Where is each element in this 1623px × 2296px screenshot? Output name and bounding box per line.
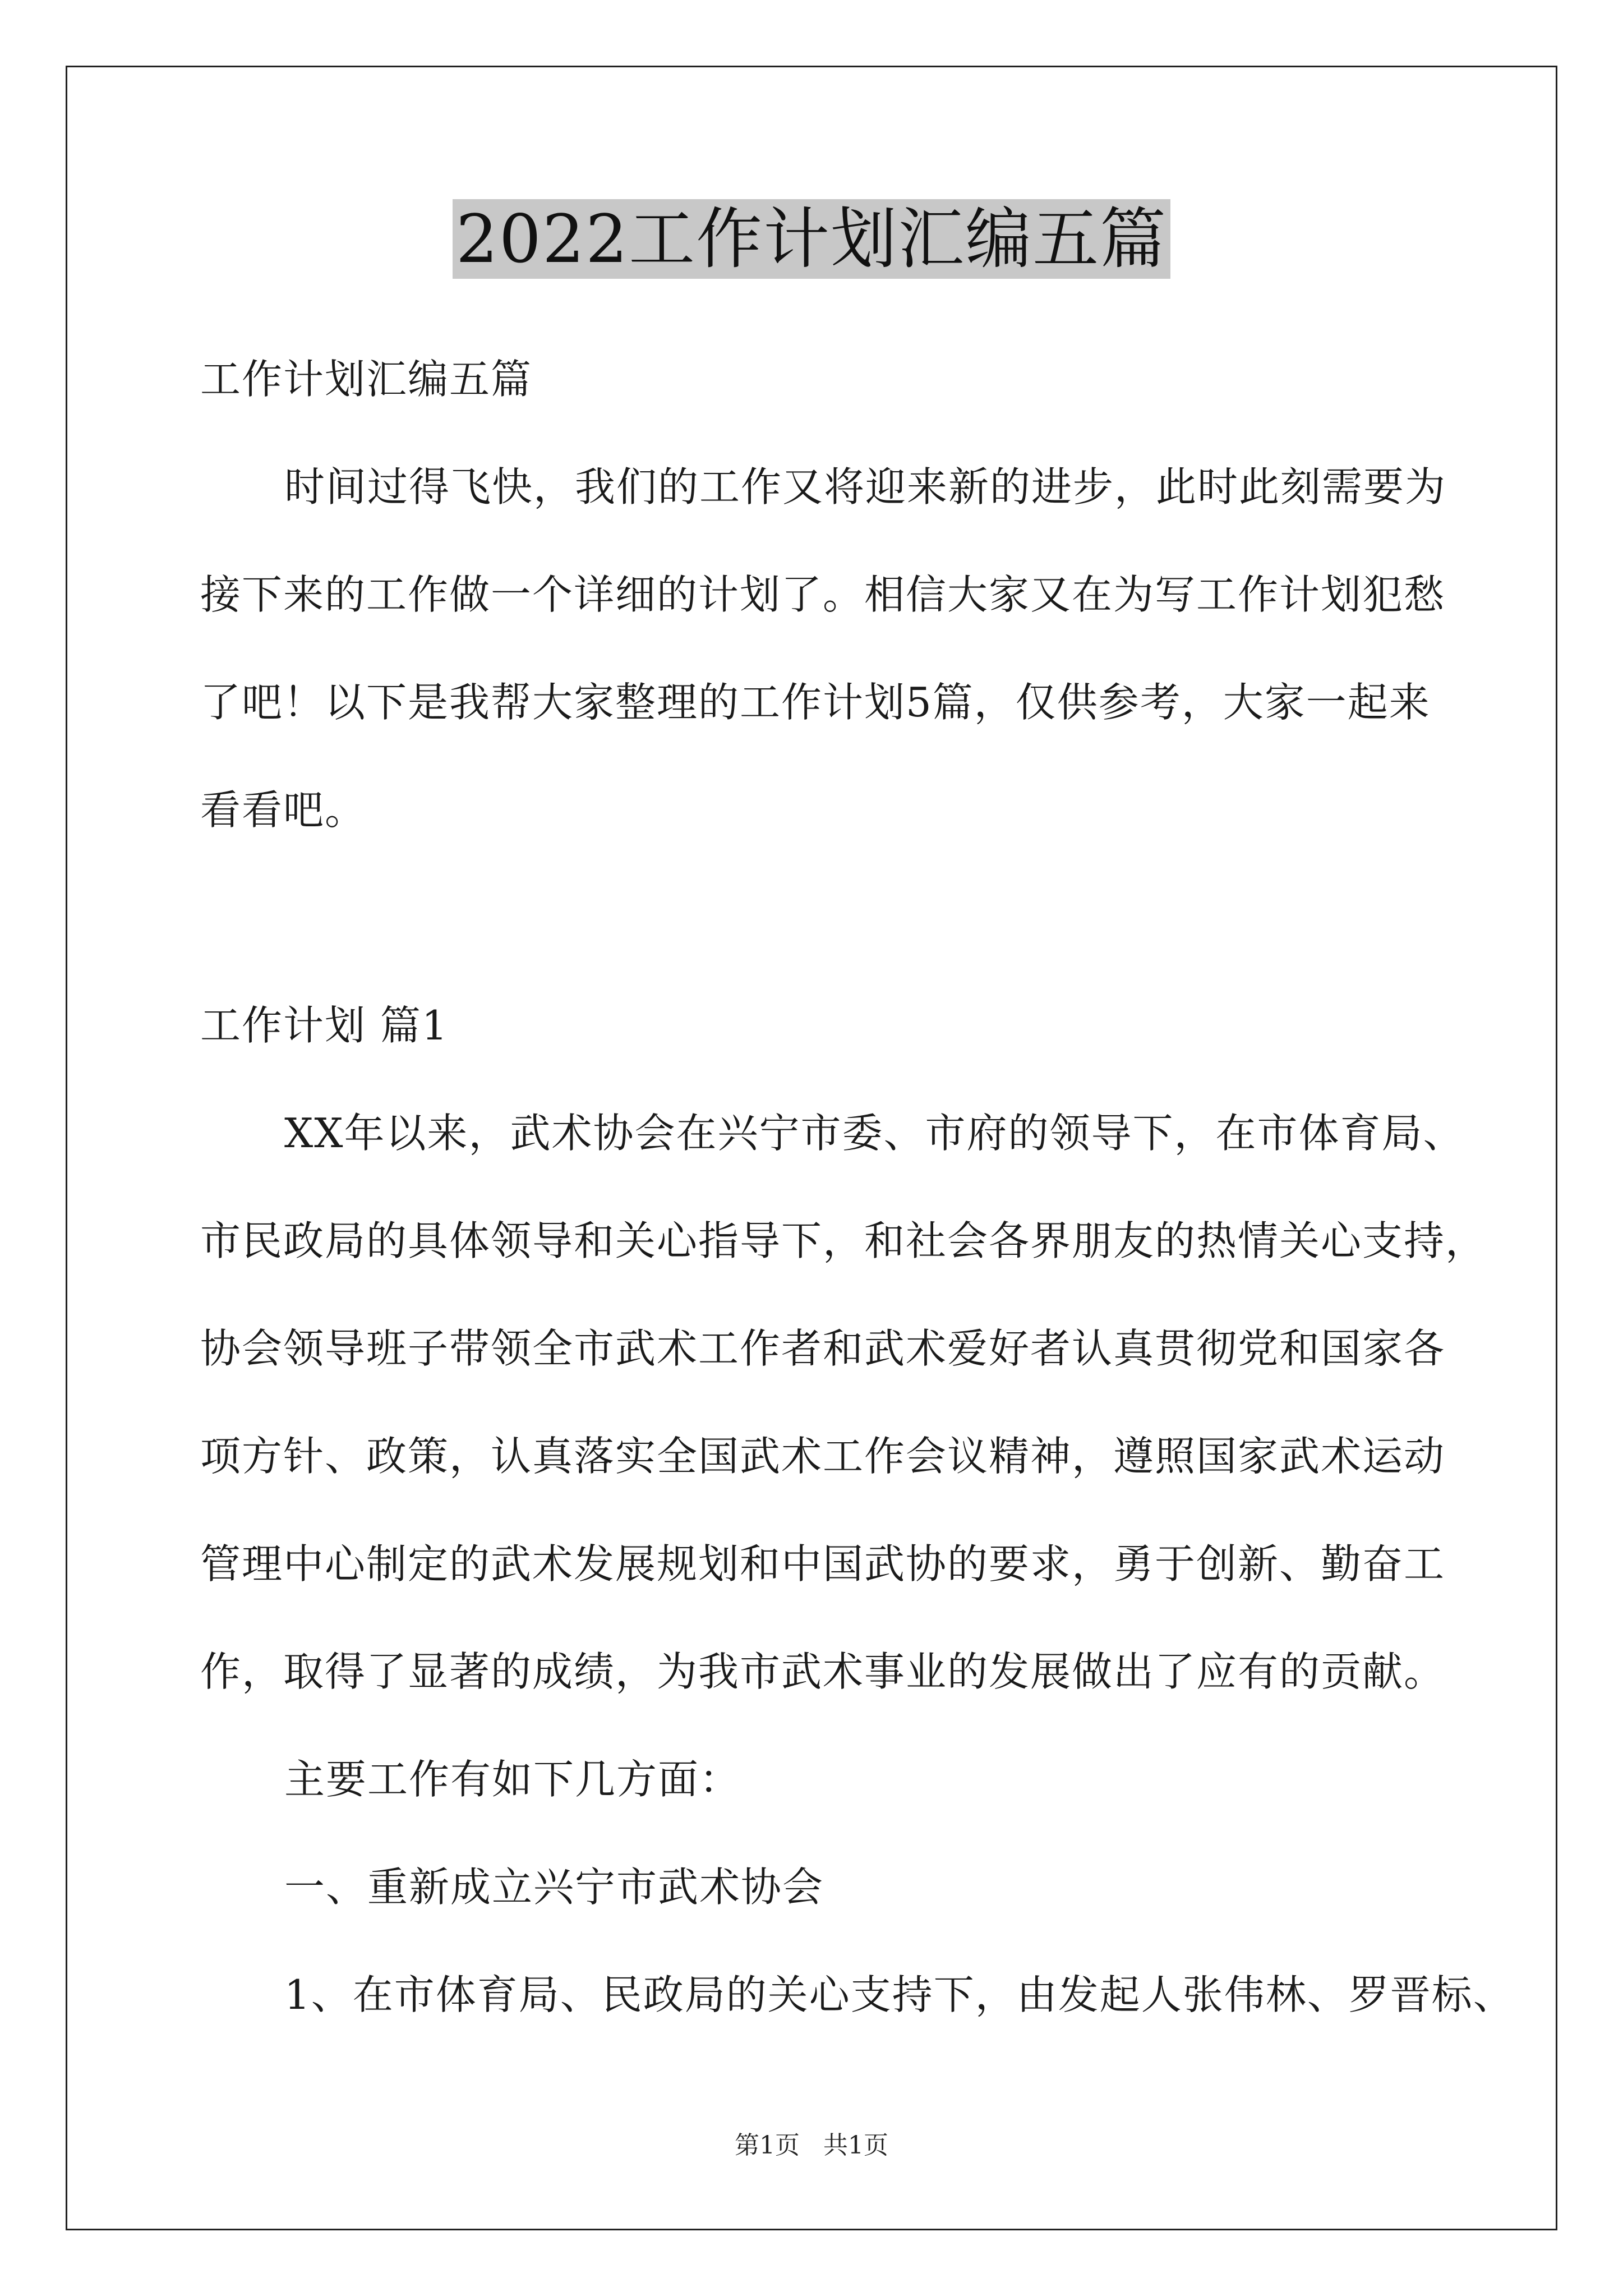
item-one-line: 1、在市体育局、民政局的关心支持下，由发起人张伟林、罗晋标、	[284, 1971, 1515, 2018]
page-footer	[0, 2125, 1623, 2161]
section-heading: 工作计划 篇1	[200, 1002, 449, 1049]
section-line: XX年以来，武术协会在兴宁市委、市府的领导下，在市体育局、	[284, 1110, 1465, 1157]
section-line: 协会领导班子带领全市武术工作者和武术爱好者认真贯彻党和国家各	[200, 1325, 1446, 1372]
subtitle: 工作计划汇编五篇	[200, 356, 533, 403]
page-number: 第1页	[735, 2131, 800, 2160]
intro-line: 接下来的工作做一个详细的计划了。相信大家又在为写工作计划犯愁	[200, 571, 1446, 618]
page-total: 共1页	[823, 2131, 888, 2160]
intro-line: 时间过得飞快，我们的工作又将迎来新的进步，此时此刻需要为	[284, 463, 1447, 510]
main-work-line: 主要工作有如下几方面：	[284, 1756, 741, 1803]
intro-line: 看看吧。	[200, 786, 367, 834]
intro-line: 了吧！以下是我帮大家整理的工作计划5篇，仅供参考，大家一起来	[200, 679, 1431, 726]
section-line: 项方针、政策，认真落实全国武术工作会议精神，遵照国家武术运动	[200, 1433, 1446, 1480]
section-line: 管理中心制定的武术发展规划和中国武协的要求，勇于创新、勤奋工	[200, 1540, 1446, 1588]
title-container	[0, 199, 1623, 279]
section-line: 作，取得了显著的成绩，为我市武术事业的发展做出了应有的贡献。	[200, 1648, 1446, 1695]
document-title: 2022工作计划汇编五篇	[453, 199, 1170, 279]
section-line: 市民政局的具体领导和关心指导下，和社会各界朋友的热情关心支持，	[200, 1217, 1487, 1264]
point-one-heading: 一、重新成立兴宁市武术协会	[284, 1864, 824, 1911]
